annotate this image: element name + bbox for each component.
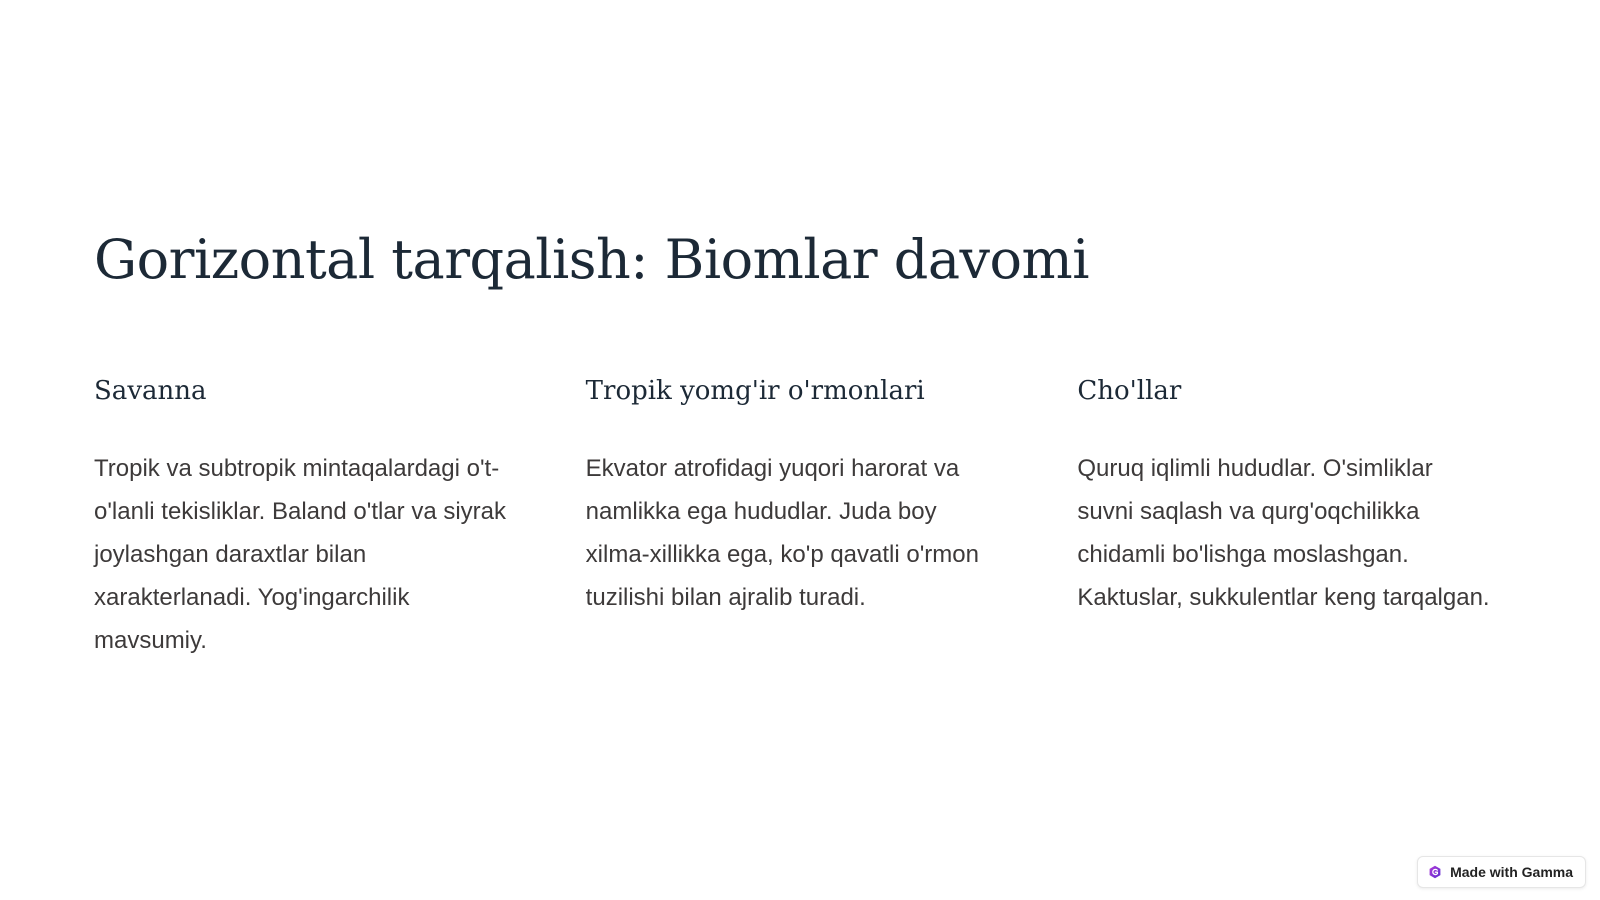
column-body: Quruq iqlimli hududlar. O'simliklar suvni saqlash va qurg'oqchilikka chidamli bo'lishga moslashgan. Kaktuslar, sukkulentlar keng tarqalgan. bbox=[1077, 454, 1490, 611]
column-heading: Savanna bbox=[94, 376, 207, 406]
biome-column-rainforest bbox=[586, 375, 1003, 662]
biome-column-deserts bbox=[1077, 375, 1494, 662]
column-body: Ekvator atrofidagi yuqori harorat va namlikka ega hududlar. Juda boy xilma-xillikka ega, ko'p qavatli o'rmon tuzilishi bilan ajralib turadi. bbox=[585, 454, 979, 611]
slide-title: Gorizontal tarqalish: Biomlar davomi bbox=[94, 228, 1090, 291]
biome-columns bbox=[94, 375, 1494, 662]
badge-label: Made with Gamma bbox=[1450, 864, 1573, 880]
gamma-logo-icon bbox=[1428, 865, 1442, 879]
column-body: Tropik va subtropik mintaqalardagi o't-o'lanli tekisliklar. Baland o'tlar va siyrak joylashgan daraxtlar bilan xarakterlanadi. Yog'ingarchilik mavsumiy. bbox=[94, 454, 507, 654]
column-heading: Tropik yomg'ir o'rmonlari bbox=[585, 376, 925, 406]
biome-column-savanna bbox=[94, 375, 511, 662]
made-with-gamma-badge[interactable] bbox=[1417, 856, 1586, 888]
column-heading: Cho'llar bbox=[1077, 376, 1182, 406]
